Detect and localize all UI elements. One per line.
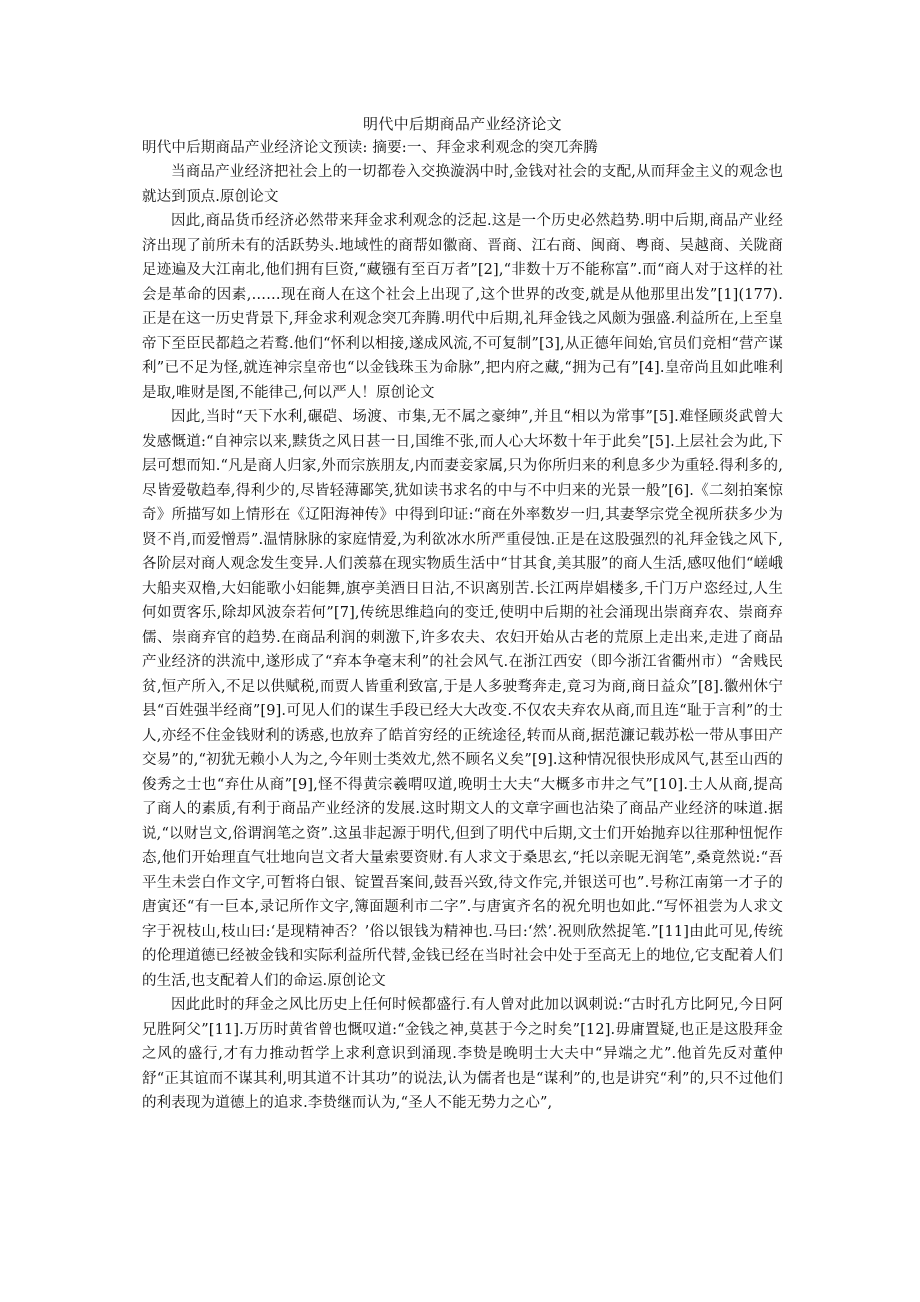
document-title: 明代中后期商品产业经济论文 [363,115,562,133]
paragraph: 当商品产业经济把社会上的一切都卷入交换漩涡中时,金钱对社会的支配,从而拜金主义的观念也就达到顶点.原创论文 [142,164,783,205]
paragraph: 因此,当时“天下水利,碾硙、场渡、市集,无不属之豪绅”,并且“相以为常事”[5].难怪顾炎武曾大发感慨道:“自神宗以来,黩货之风日甚一日,国维不张,而人心大坏数十年于此矣”[5].上层社会为此,下层可想而知.“凡是商人归家,外而宗族朋友,内而妻妾家属,只为你所归来的利息多少为重轻.得利多的,尽皆爱敬趋奉,得利少的,尽皆轻薄鄙笑,犹如读书求名的中与不中归来的光景一般”[6].《二刻拍案惊奇》所描写如上情形在《辽阳海神传》中得到印证:“商在外率数岁一归,其妻孥宗党全视所获多少为贤不肖,而爱憎焉”.温情脉脉的家庭情爱,为利欲冰水所严重侵蚀.正是在这股强烈的礼拜金钱之风下,各阶层对商人观念发生变异.人们羡慕在现实物质生活中“甘其食,美其服”的商人生活,感叹他们“嵯峨大船夹双橹,大妇能歌小妇能舞,旗亭美酒日日沾,不识离别苦.长江两岸娼楼多,千门万户恣经过,人生何如贾客乐,除却风波奈若何”[7],传统思维趋向的变迁,使明中后期的社会涌现出崇商弃农、崇商弃儒、崇商弃官的趋势.在商品利润的刺激下,许多农夫、农妇开始从古老的荒原上走出来,走进了商品产业经济的洪流中,遂形成了“弃本争毫末利”的社会风气.在浙江西安（即今浙江省衢州市）“舍贱民贫,恒产所入,不足以供赋税,而贾人皆重利致富,于是人多驶骛奔走,竟习为商,商日益众”[8].徽州休宁县“百姓强半经商”[9].可见人们的谋生手段已经大大改变.不仅农夫弃农从商,而且连“耻于言利”的士人,亦经不住金钱财利的诱惑,也放弃了皓首穷经的正统途径,转而从商,据范濂记载苏松一带从事田产交易”的,“初犹无赖小人为之,今年则士类效尤,然不顾名义矣”[9].这种情况很快形成风气,甚至山西的俊秀之士也“弃仕从商”[9],怪不得黄宗羲喟叹道,晚明士大夫“大概多市井之气”[10].士人从商,提高了商人的素质,有利于商品产业经济的发展.这时期文人的文章字画也沾染了商品产业经济的味道.据说,“以财岂文,俗谓润笔之资”.这虽非起源于明代,但到了明代中后期,文士们开始抛弃以往那种忸怩作态,他们开始理直气壮地向岂文者大量索要资财.有人求文于桑思玄,“托以亲昵无润笔”,桑竟然说:“吾平生未尝白作文字,可暂将白银、锭置吾案间,鼓吾兴致,待文作完,并银送可也”.号称江南第一才子的唐寅还“有一巨本,录记所作文字,簿面题利市二字”.与唐寅齐名的祝允明也如此.“写怀祖尝为人求文字于祝枝山,枝山曰:‘是现精神否？’俗以银钱为精神也.马曰:‘然’.祝则欣然捉笔.”[11]由此可见,传统的伦理道德已经被金钱和实际利益所代替,金钱已经在当时社会中处于至高无上的地位,它支配着人们的生活,也支配着人们的命运.原创论文 [142,409,783,989]
document-subtitle: 明代中后期商品产业经济论文预读: 摘要:一、拜金求利观念的突兀奔腾 [142,140,598,156]
document-page [142,112,783,1116]
paragraph: 因此,商品货币经济必然带来拜金求利观念的泛起.这是一个历史必然趋势.明中后期,商品产业经济出现了前所未有的活跃势头.地域性的商帮如徽商、晋商、江右商、闽商、粤商、吴越商、关陇商足迹遍及大江南北,他们拥有巨资,“藏镪有至百万者”[2],“非数十万不能称富”.而“商人对于这样的社会是革命的因素,……现在商人在这个社会上出现了,这个世界的改变,就是从他那里出发”[1](177).正是在这一历史背景下,拜金求利观念突兀奔腾.明代中后期,礼拜金钱之风颇为强盛.利益所在,上至皇帝下至臣民都趋之若鹜.他们“怀利以相接,遂成风流,不可复制”[3],从正德年间始,官员们竞相“营产谋利”已不足为怪,就连神宗皇帝也“以金钱珠玉为命脉”,把内府之藏,“拥为己有”[4].皇帝尚且如此唯利是取,唯财是图,不能律己,何以严人！原创论文 [142,213,783,401]
paragraph: 因此此时的拜金之风比历史上任何时候都盛行.有人曾对此加以讽刺说:“古时孔方比阿兄,今日阿兄胜阿父”[11].万历时黄省曾也慨叹道:“金钱之神,莫甚于今之时矣”[12].毋庸置疑,也正是这股拜金之风的盛行,才有力推动哲学上求利意识到涌现.李贽是晚明士大夫中“异端之尤”.他首先反对董仲舒“正其谊而不谋其利,明其道不计其功”的说法,认为儒者也是“谋利”的,也是讲究“利”的,只不过他们的利表现为道德上的追求.李贽继而认为,“圣人不能无势力之心”, [142,997,783,1111]
